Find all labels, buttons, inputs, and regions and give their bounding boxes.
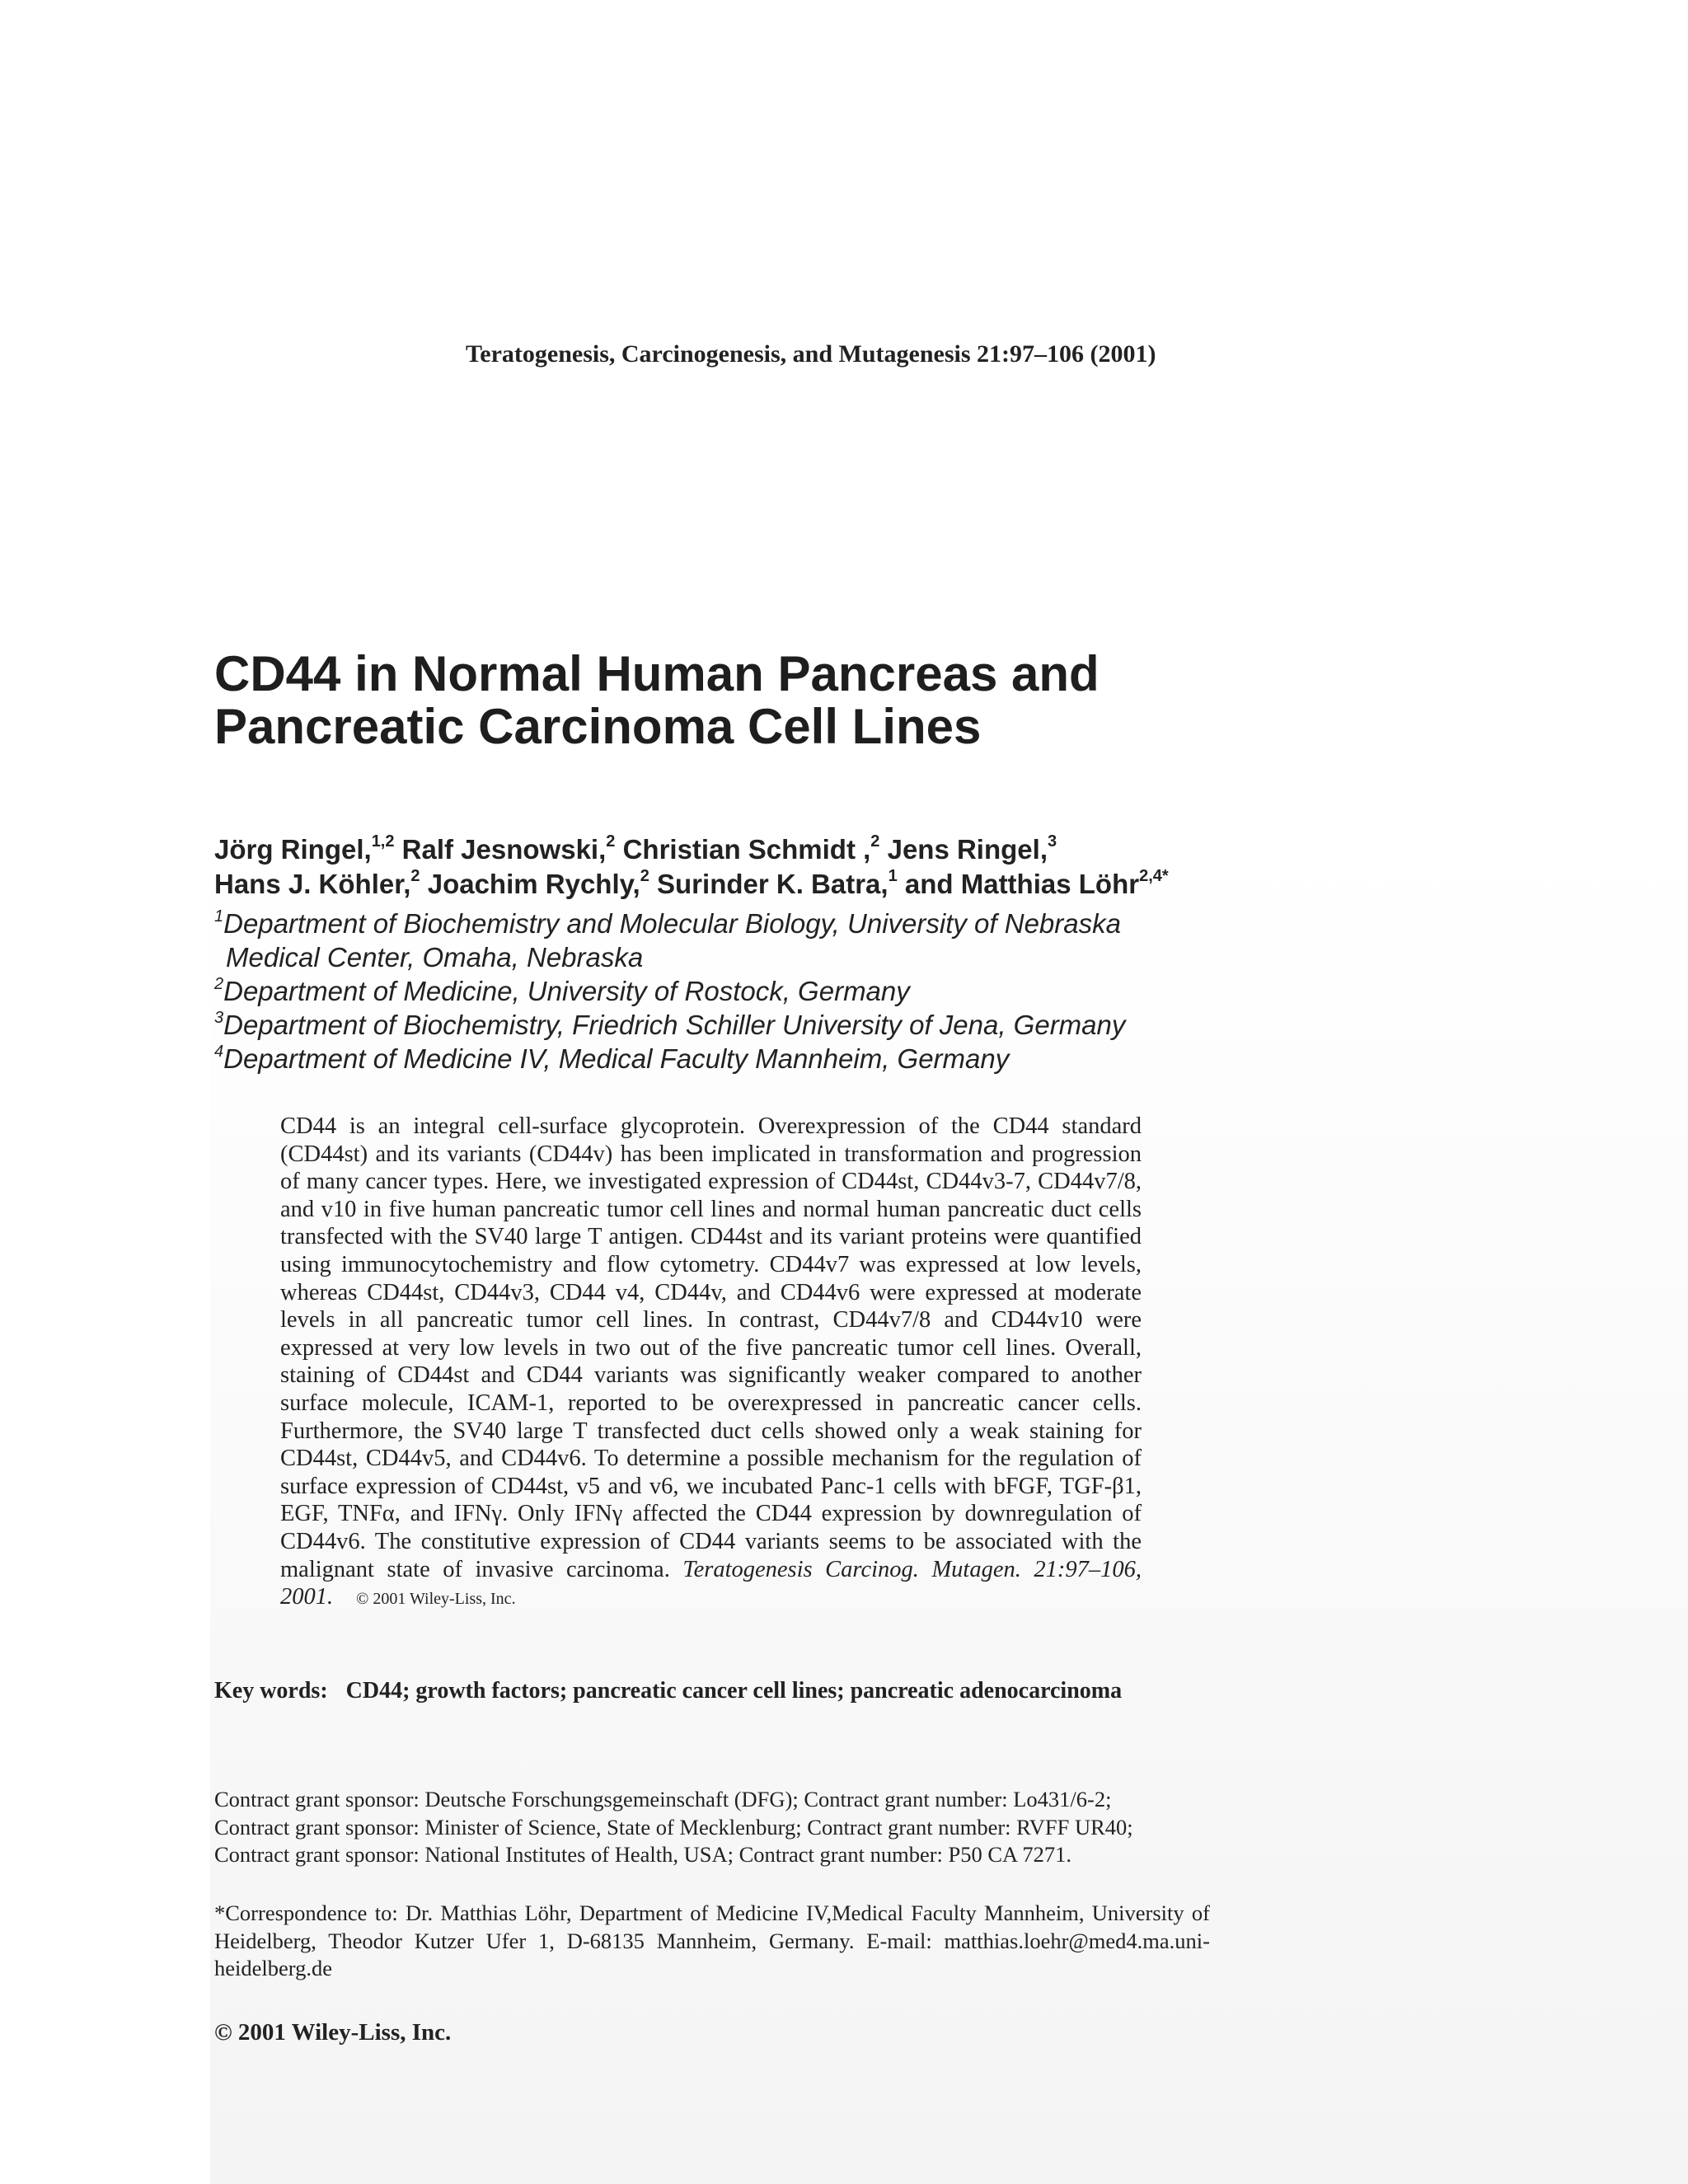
affiliation <box>214 1042 1286 1076</box>
keywords-label: Key words: <box>214 1678 328 1704</box>
affiliation-marker: 3 <box>214 1009 224 1027</box>
article-title <box>214 648 1286 753</box>
affiliation-text: Department of Biochemistry and Molecular Biology, University of Nebraska <box>223 908 1121 939</box>
author-name: Jens Ringel, <box>887 834 1048 865</box>
affiliation <box>214 1008 1286 1042</box>
affiliation-marker: 4 <box>214 1043 224 1061</box>
correspondence-note: *Correspondence to: Dr. Matthias Löhr, Department of Medicine IV,Medical Faculty Mannheim, University of Heidelberg, Theodor Kutzer Ufer 1, D-68135 Mannheim, Germany. E-mail: matthias.loehr@med4.ma.uni-heidelberg.de <box>214 1900 1210 1980</box>
author-affiliation-marker: 1 <box>888 867 898 885</box>
author-name: Ralf Jesnowski, <box>401 834 607 865</box>
author-line <box>214 867 1286 902</box>
affiliation-text: Department of Biochemistry, Friedrich Schiller University of Jena, Germany <box>223 1010 1126 1040</box>
abstract <box>280 1113 1142 1614</box>
title-line: Pancreatic Carcinoma Cell Lines <box>214 699 982 754</box>
author-name: Jörg Ringel, <box>214 834 372 865</box>
copyright-footer: © 2001 Wiley-Liss, Inc. <box>214 2019 452 2046</box>
author-affiliation-marker: 3 <box>1047 832 1057 851</box>
abstract-text: CD44 is an integral cell-surface glycoprotein. Overexpression of the CD44 standard (CD44st) and its variants (CD44v) has been implicated in transformation and progression of many cancer types. Here, we investigated expression of CD44st, CD44v3-7, CD44v7/8, and v10 in five human pancreatic tumor cell lines and normal human pancreatic duct cells transfected with the SV40 large T antigen. CD44st and its variant proteins were quantified using immunocytochemistry and flow cytometry. CD44v7 was expressed at low levels, whereas CD44st, CD44v3, CD44 v4, CD44v, and CD44v6 were expressed at moderate levels in all pancreatic tumor cell lines. In contrast, CD44v7/8 and CD44v10 were expressed at very low levels in two out of the five pancreatic tumor cell lines. Overall, staining of CD44st and CD44 variants was significantly weaker compared to another surface molecule, ICAM-1, reported to be overexpressed in pancreatic cancer cells. Furthermore, the SV40 large T transfected duct cells showed only a weak staining for CD44st, CD44v5, and CD44v6. To determine a possible mechanism for the regulation of surface expression of CD44st, v5 and v6, we incubated Panc-1 cells with bFGF, TGF-β1, EGF, TNFα, and IFNγ. Only IFNγ affected the CD44 expression by downregulation of CD44v6. The constitutive expression of CD44 variants seems to be associated with the malignant state of invasive carcinoma. <box>280 1113 1142 1582</box>
author-name: Joachim Rychly, <box>427 869 640 899</box>
journal-citation-header: Teratogenesis, Carcinogenesis, and Mutagenesis 21:97–106 (2001) <box>466 340 1156 368</box>
author-affiliation-marker: 2 <box>870 832 880 851</box>
sponsor-line: Contract grant sponsor: National Institutes of Health, USA; Contract grant number: P50 CA 7271. <box>214 1842 1071 1867</box>
affiliation-marker: 1 <box>214 907 224 926</box>
affiliation-list <box>214 907 1286 1076</box>
affiliation-text: Department of Medicine IV, Medical Faculty Mannheim, Germany <box>223 1043 1010 1074</box>
affiliation-text: Department of Medicine, University of Rostock, Germany <box>223 976 910 1006</box>
affiliation-marker: 2 <box>214 975 224 993</box>
author-affiliation-marker: 1,2 <box>371 832 395 851</box>
keywords-value: CD44; growth factors; pancreatic cancer cell lines; pancreatic adenocarcinoma <box>345 1678 1123 1704</box>
sponsor-line: Contract grant sponsor: Minister of Science, State of Mecklenburg; Contract grant number: RVFF UR40; <box>214 1814 1133 1840</box>
author-affiliation-marker: 2 <box>410 867 420 885</box>
author-affiliation-marker: 2 <box>640 867 649 885</box>
title-line: CD44 in Normal Human Pancreas and <box>214 646 1100 701</box>
author-list <box>214 832 1286 902</box>
abstract-copyright: © 2001 Wiley-Liss, Inc. <box>356 1590 516 1609</box>
author-name: Christian Schmidt , <box>622 834 871 865</box>
keywords <box>214 1676 1286 1706</box>
author-affiliation-marker: 2,4* <box>1139 867 1169 885</box>
author-name: and Matthias Löhr <box>904 869 1140 899</box>
author-name: Hans J. Köhler, <box>214 869 411 899</box>
affiliation-continuation: Medical Center, Omaha, Nebraska <box>226 942 644 972</box>
author-line <box>214 832 1286 867</box>
grant-sponsors <box>214 1786 1286 1869</box>
author-affiliation-marker: 2 <box>606 832 616 851</box>
sponsor-line: Contract grant sponsor: Deutsche Forschungsgemeinschaft (DFG); Contract grant number: Lo431/6-2; <box>214 1787 1112 1811</box>
abstract-citation: Teratogenesis Carcinog. Mutagen. 21:97–106, 2001. <box>280 1556 1142 1610</box>
affiliation <box>214 907 1286 940</box>
author-name: Surinder K. Batra, <box>657 869 889 899</box>
affiliation <box>214 974 1286 1008</box>
